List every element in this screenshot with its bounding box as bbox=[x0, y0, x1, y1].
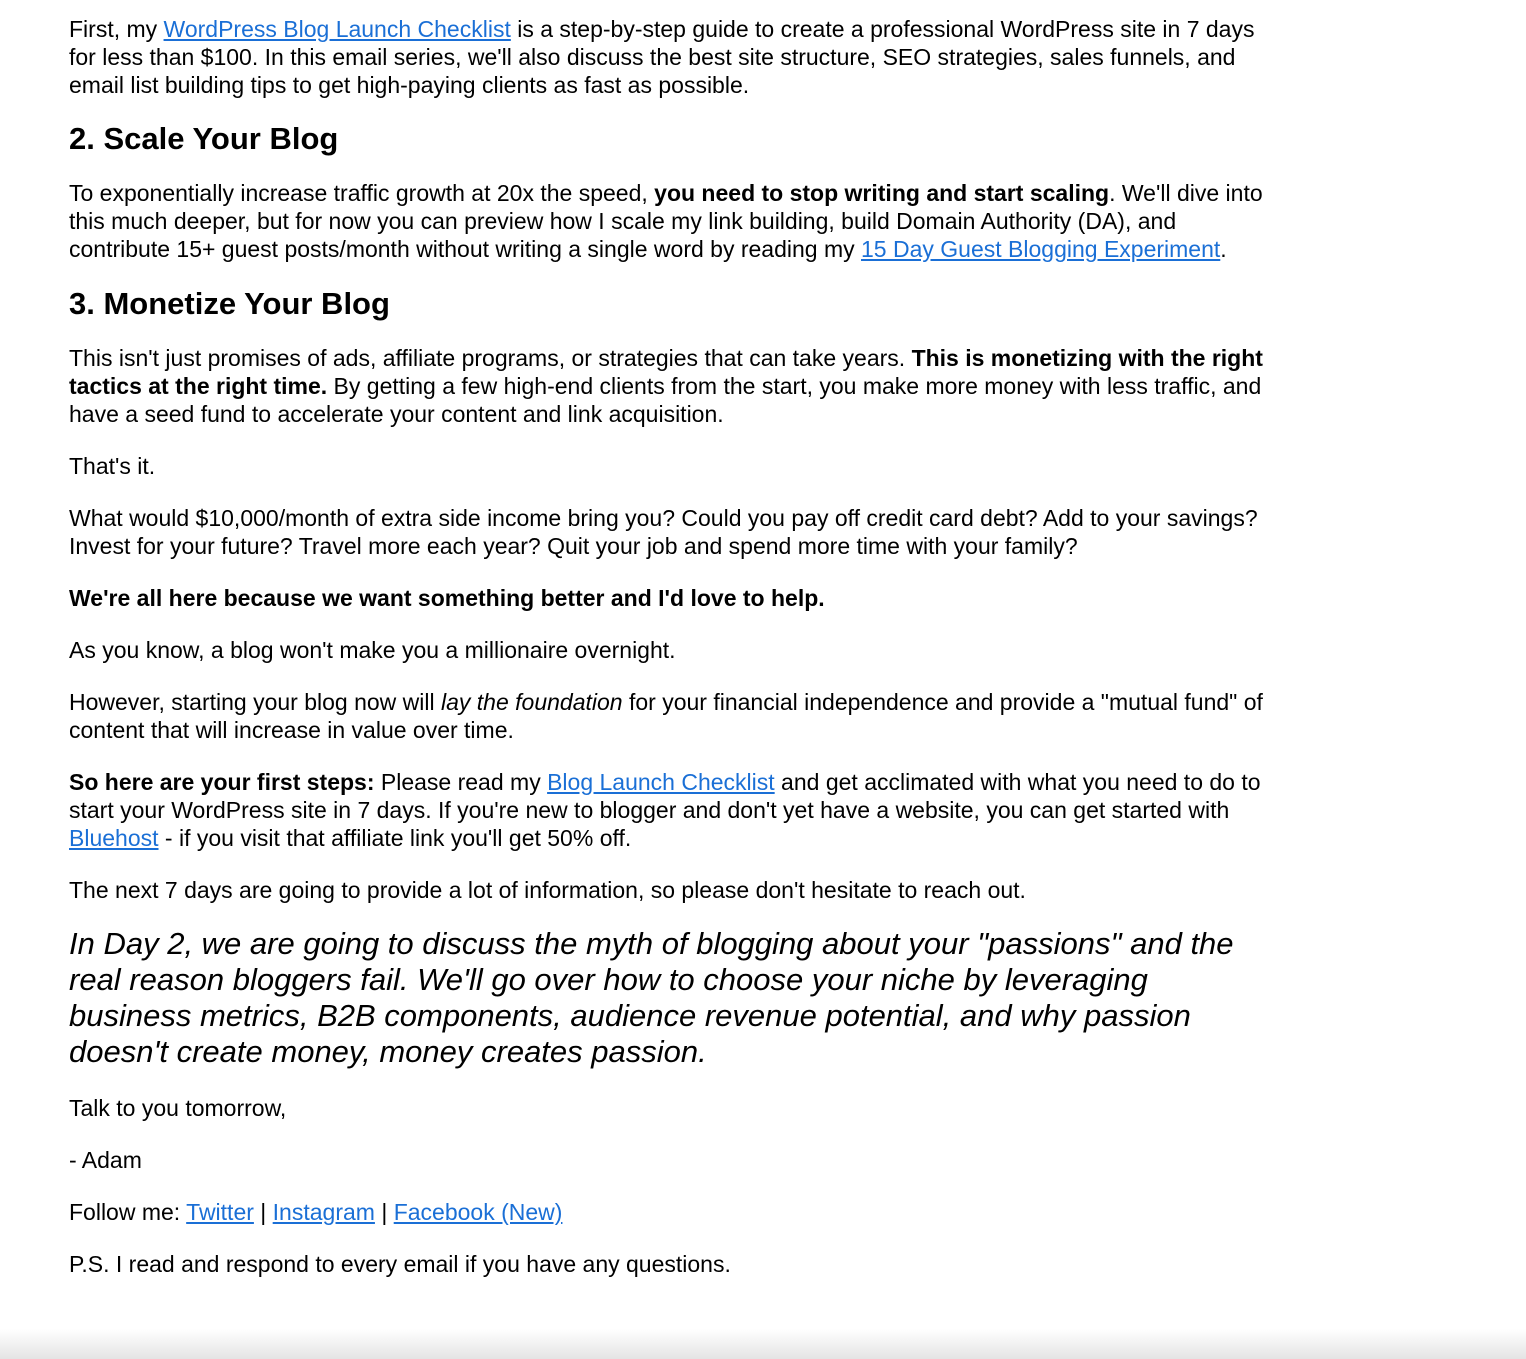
twitter-link[interactable]: Twitter bbox=[186, 1199, 254, 1225]
first-steps-text-pre: Please read my bbox=[374, 769, 548, 795]
monetize-text-pre: This isn't just promises of ads, affiliate programs, or strategies that can take years. bbox=[69, 345, 912, 371]
email-body bbox=[69, 15, 1269, 1278]
day2-teaser-paragraph: In Day 2, we are going to discuss the myth of blogging about your "passions" and the real reason bloggers fail. We'll go over how to choose your niche by leveraging business metrics, B2B components, audience revenue potential, and why passion doesn't create money, money creates passion. bbox=[69, 926, 1234, 1069]
foundation-text-pre: However, starting your blog now will bbox=[69, 689, 441, 715]
first-steps-bold: So here are your first steps: bbox=[69, 769, 375, 795]
instagram-link[interactable]: Instagram bbox=[272, 1199, 375, 1225]
first-steps-paragraph bbox=[69, 768, 1269, 852]
wordpress-checklist-link[interactable]: WordPress Blog Launch Checklist bbox=[163, 16, 511, 42]
blog-launch-checklist-link[interactable]: Blog Launch Checklist bbox=[547, 769, 775, 795]
millionaire-paragraph: As you know, a blog won't make you a millionaire overnight. bbox=[69, 637, 676, 663]
thats-it-paragraph: That's it. bbox=[69, 453, 156, 479]
signoff-paragraph: Talk to you tomorrow, bbox=[69, 1095, 287, 1121]
bluehost-link[interactable]: Bluehost bbox=[69, 825, 159, 851]
heading-monetize-your-blog: 3. Monetize Your Blog bbox=[69, 286, 390, 321]
guest-blogging-experiment-link[interactable]: 15 Day Guest Blogging Experiment bbox=[861, 236, 1221, 262]
scale-text-pre: To exponentially increase traffic growth at 20x the speed, bbox=[69, 180, 655, 206]
scale-bold-text: you need to stop writing and start scaling bbox=[654, 180, 1110, 206]
intro-text-post: is a step-by-step guide to create a professional WordPress site in 7 days for less than $100. In this email series, we'll also discuss the best site structure, SEO strategies, sales funnels, and email list building tips to get high-paying clients as fast as possible. bbox=[69, 16, 1255, 98]
first-steps-text-mid: and get acclimated with what you need to do to start your WordPress site in 7 days. If you're new to blogger and don't yet have a website, you can get started with bbox=[69, 769, 1261, 823]
help-statement-paragraph bbox=[69, 584, 1269, 612]
scale-paragraph bbox=[69, 179, 1269, 263]
window-bottom-shade bbox=[0, 1329, 1526, 1359]
foundation-text-post: for your financial independence and provide a "mutual fund" of content that will increase in value over time. bbox=[69, 689, 1263, 743]
monetize-bold-text: This is monetizing with the right tactics at the right time. bbox=[69, 345, 1263, 399]
monetize-text-post: By getting a few high-end clients from the start, you make more money with less traffic, and have a seed fund to accelerate your content and link acquisition. bbox=[69, 373, 1262, 427]
intro-paragraph bbox=[69, 15, 1269, 99]
next-days-paragraph: The next 7 days are going to provide a lot of information, so please don't hesitate to reach out. bbox=[69, 877, 1026, 903]
help-statement-bold: We're all here because we want something better and I'd love to help. bbox=[69, 585, 825, 611]
follow-label: Follow me: bbox=[69, 1199, 187, 1225]
monetize-paragraph bbox=[69, 344, 1269, 428]
scale-text-post: . bbox=[1220, 236, 1227, 262]
first-steps-text-post: - if you visit that affiliate link you'll get 50% off. bbox=[158, 825, 632, 851]
ps-paragraph: P.S. I read and respond to every email if you have any questions. bbox=[69, 1251, 731, 1277]
income-question-paragraph: What would $10,000/month of extra side income bring you? Could you pay off credit card debt? Add to your savings? Invest for your future? Travel more each year? Quit your job and spend more time with your family? bbox=[69, 505, 1258, 559]
signature-paragraph: - Adam bbox=[69, 1147, 142, 1173]
follow-paragraph bbox=[69, 1198, 1269, 1226]
follow-separator: | bbox=[253, 1199, 273, 1225]
scale-text-mid: . We'll dive into this much deeper, but for now you can preview how I scale my link building, build Domain Authority (DA), and contribute 15+ guest posts/month without writing a single word by reading my bbox=[69, 180, 1263, 262]
follow-separator: | bbox=[374, 1199, 394, 1225]
intro-text-pre: First, my bbox=[69, 16, 164, 42]
foundation-italic: lay the foundation bbox=[441, 689, 623, 715]
facebook-link[interactable]: Facebook (New) bbox=[393, 1199, 563, 1225]
heading-scale-your-blog: 2. Scale Your Blog bbox=[69, 121, 339, 156]
foundation-paragraph bbox=[69, 688, 1269, 744]
